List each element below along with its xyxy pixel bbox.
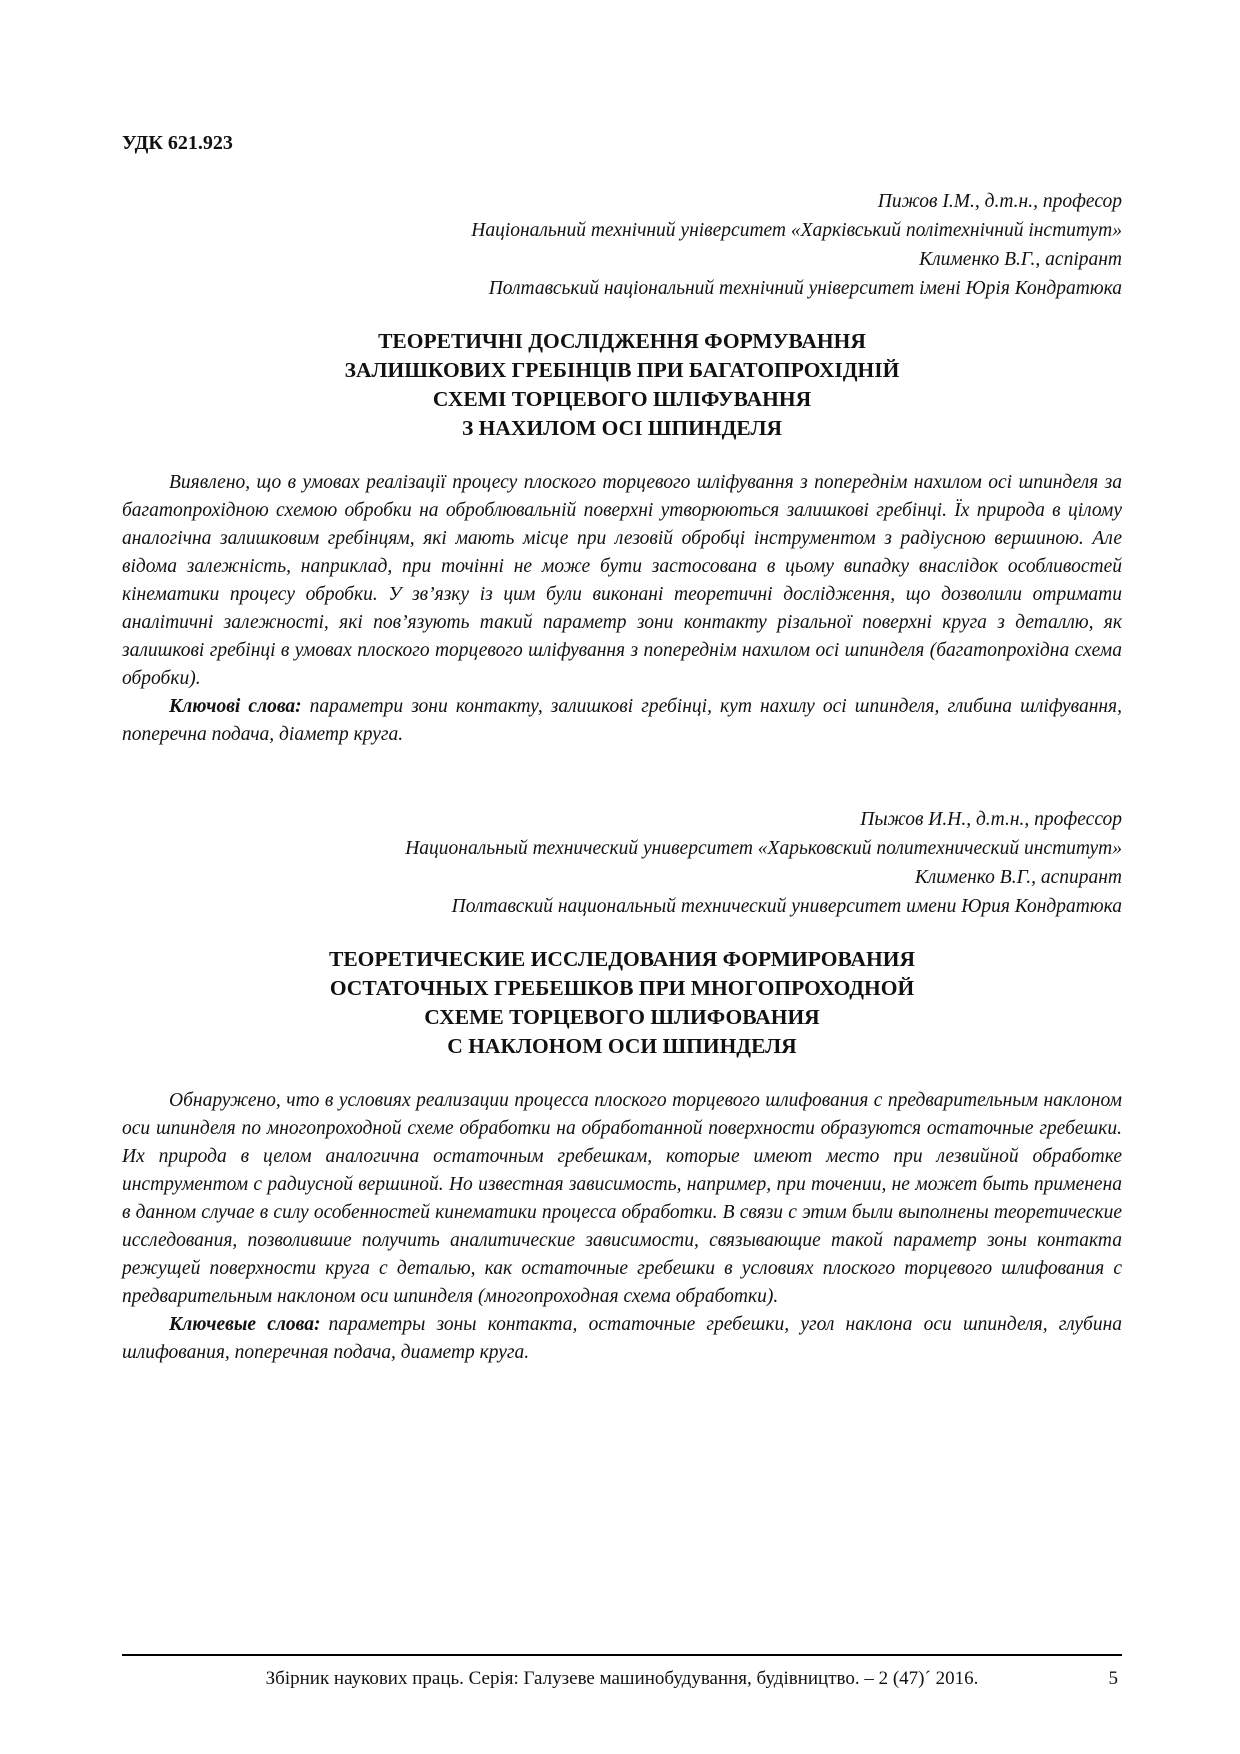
page-footer <box>122 1654 1122 1690</box>
page-number: 5 <box>1108 1668 1118 1689</box>
title-line: ТЕОРЕТИЧЕСКИЕ ИССЛЕДОВАНИЯ ФОРМИРОВАНИЯ <box>328 947 915 971</box>
author-line: Пижов І.М., д.т.н., професор <box>877 191 1122 212</box>
journal-reference: Збірник наукових праць. Серія: Галузеве машинобудування, будівництво. – 2 (47)´ 2016. <box>265 1668 979 1689</box>
title-line: ТЕОРЕТИЧНІ ДОСЛІДЖЕННЯ ФОРМУВАННЯ <box>378 329 866 353</box>
title-line: СХЕМІ ТОРЦЕВОГО ШЛІФУВАННЯ <box>432 387 812 411</box>
title-line: СХЕМЕ ТОРЦЕВОГО ШЛИФОВАНИЯ <box>424 1005 820 1029</box>
abstract-ru: Обнаружено, что в условиях реализации процесса плоского торцевого шлифования с предварительным наклоном оси шпинделя по многопроходной схеме обработки на обработанной поверхности образуются остаточные гребешки. Их природа в целом аналогична остаточным гребешкам, которые имеют место при лезвийной обработке инструментом с радиусной вершиной. Но известная зависимость, например, при точении, не может быть применена в данном случае в силу особенностей кинематики процесса обработки. В связи с этим были выполнены теоретические исследования, позволившие получить аналитические зависимости, связывающие такой параметр зоны контакта режущей поверхности круга с деталью, как остаточные гребешки в условиях плоского торцевого шлифования с предварительным наклоном оси шпинделя (многопроходная схема обработки). <box>122 1090 1122 1307</box>
affiliation-line: Национальный технический университет «Харьковский политехнический институт» <box>405 838 1122 859</box>
author-line: Пыжов И.Н., д.т.н., профессор <box>860 809 1122 830</box>
keywords-label: Ключові слова: <box>169 696 302 717</box>
keywords-ru <box>122 1311 1122 1367</box>
section-russian <box>122 805 1122 1367</box>
section-divider-space <box>122 749 1122 805</box>
keywords-text: параметри зони контакту, залишкові гребінці, кут нахилу осі шпинделя, глибина шліфування, поперечна подача, діаметр круга. <box>122 696 1122 745</box>
title-line: ЗАЛИШКОВИХ ГРЕБІНЦІВ ПРИ БАГАТОПРОХІДНІЙ <box>344 358 900 382</box>
author-line: Клименко В.Г., аспірант <box>919 249 1122 270</box>
article-title-ru <box>122 945 1122 1061</box>
udc-code: УДК 621.923 <box>122 132 233 154</box>
author-block-uk <box>122 187 1122 303</box>
author-block-ru <box>122 805 1122 921</box>
section-ukrainian <box>122 187 1122 749</box>
keywords-label: Ключевые слова: <box>169 1314 321 1335</box>
affiliation-line: Полтавський національний технічний університет імені Юрія Кондратюка <box>488 278 1122 299</box>
affiliation-line: Національний технічний університет «Харківський політехнічний інститут» <box>471 220 1122 241</box>
article-title-uk <box>122 327 1122 443</box>
title-line: ОСТАТОЧНЫХ ГРЕБЕШКОВ ПРИ МНОГОПРОХОДНОЙ <box>329 976 915 1000</box>
title-line: С НАКЛОНОМ ОСИ ШПИНДЕЛЯ <box>447 1034 797 1058</box>
abstract-uk: Виявлено, що в умовах реалізації процесу плоского торцевого шліфування з попереднім нахилом осі шпинделя за багатопрохідною схемою обробки на оброблювальній поверхні утворюються залишкові гребінці. Їх природа в цілому аналогічна залишковим гребінцям, які мають місце при лезовій обробці інструментом з радіусною вершиною. Але відома залежність, наприклад, при точінні не може бути застосована в цьому випадку внаслідок особливостей кінематики процесу обробки. У зв’язку із цим були виконані теоретичні дослідження, що дозволили отримати аналітичні залежності, які пов’язують такий параметр зони контакту різальної поверхні круга з деталлю, як залишкові гребінці в умовах плоского торцевого шліфування з попереднім нахилом осі шпинделя (багатопрохідна схема обробки). <box>122 472 1122 689</box>
keywords-uk <box>122 693 1122 749</box>
keywords-text: параметры зоны контакта, остаточные гребешки, угол наклона оси шпинделя, глубина шлифования, поперечная подача, диаметр круга. <box>122 1314 1122 1363</box>
affiliation-line: Полтавский национальный технический университет имени Юрия Кондратюка <box>451 896 1122 917</box>
author-line: Клименко В.Г., аспирант <box>914 867 1122 888</box>
title-line: З НАХИЛОМ ОСІ ШПИНДЕЛЯ <box>461 416 783 440</box>
